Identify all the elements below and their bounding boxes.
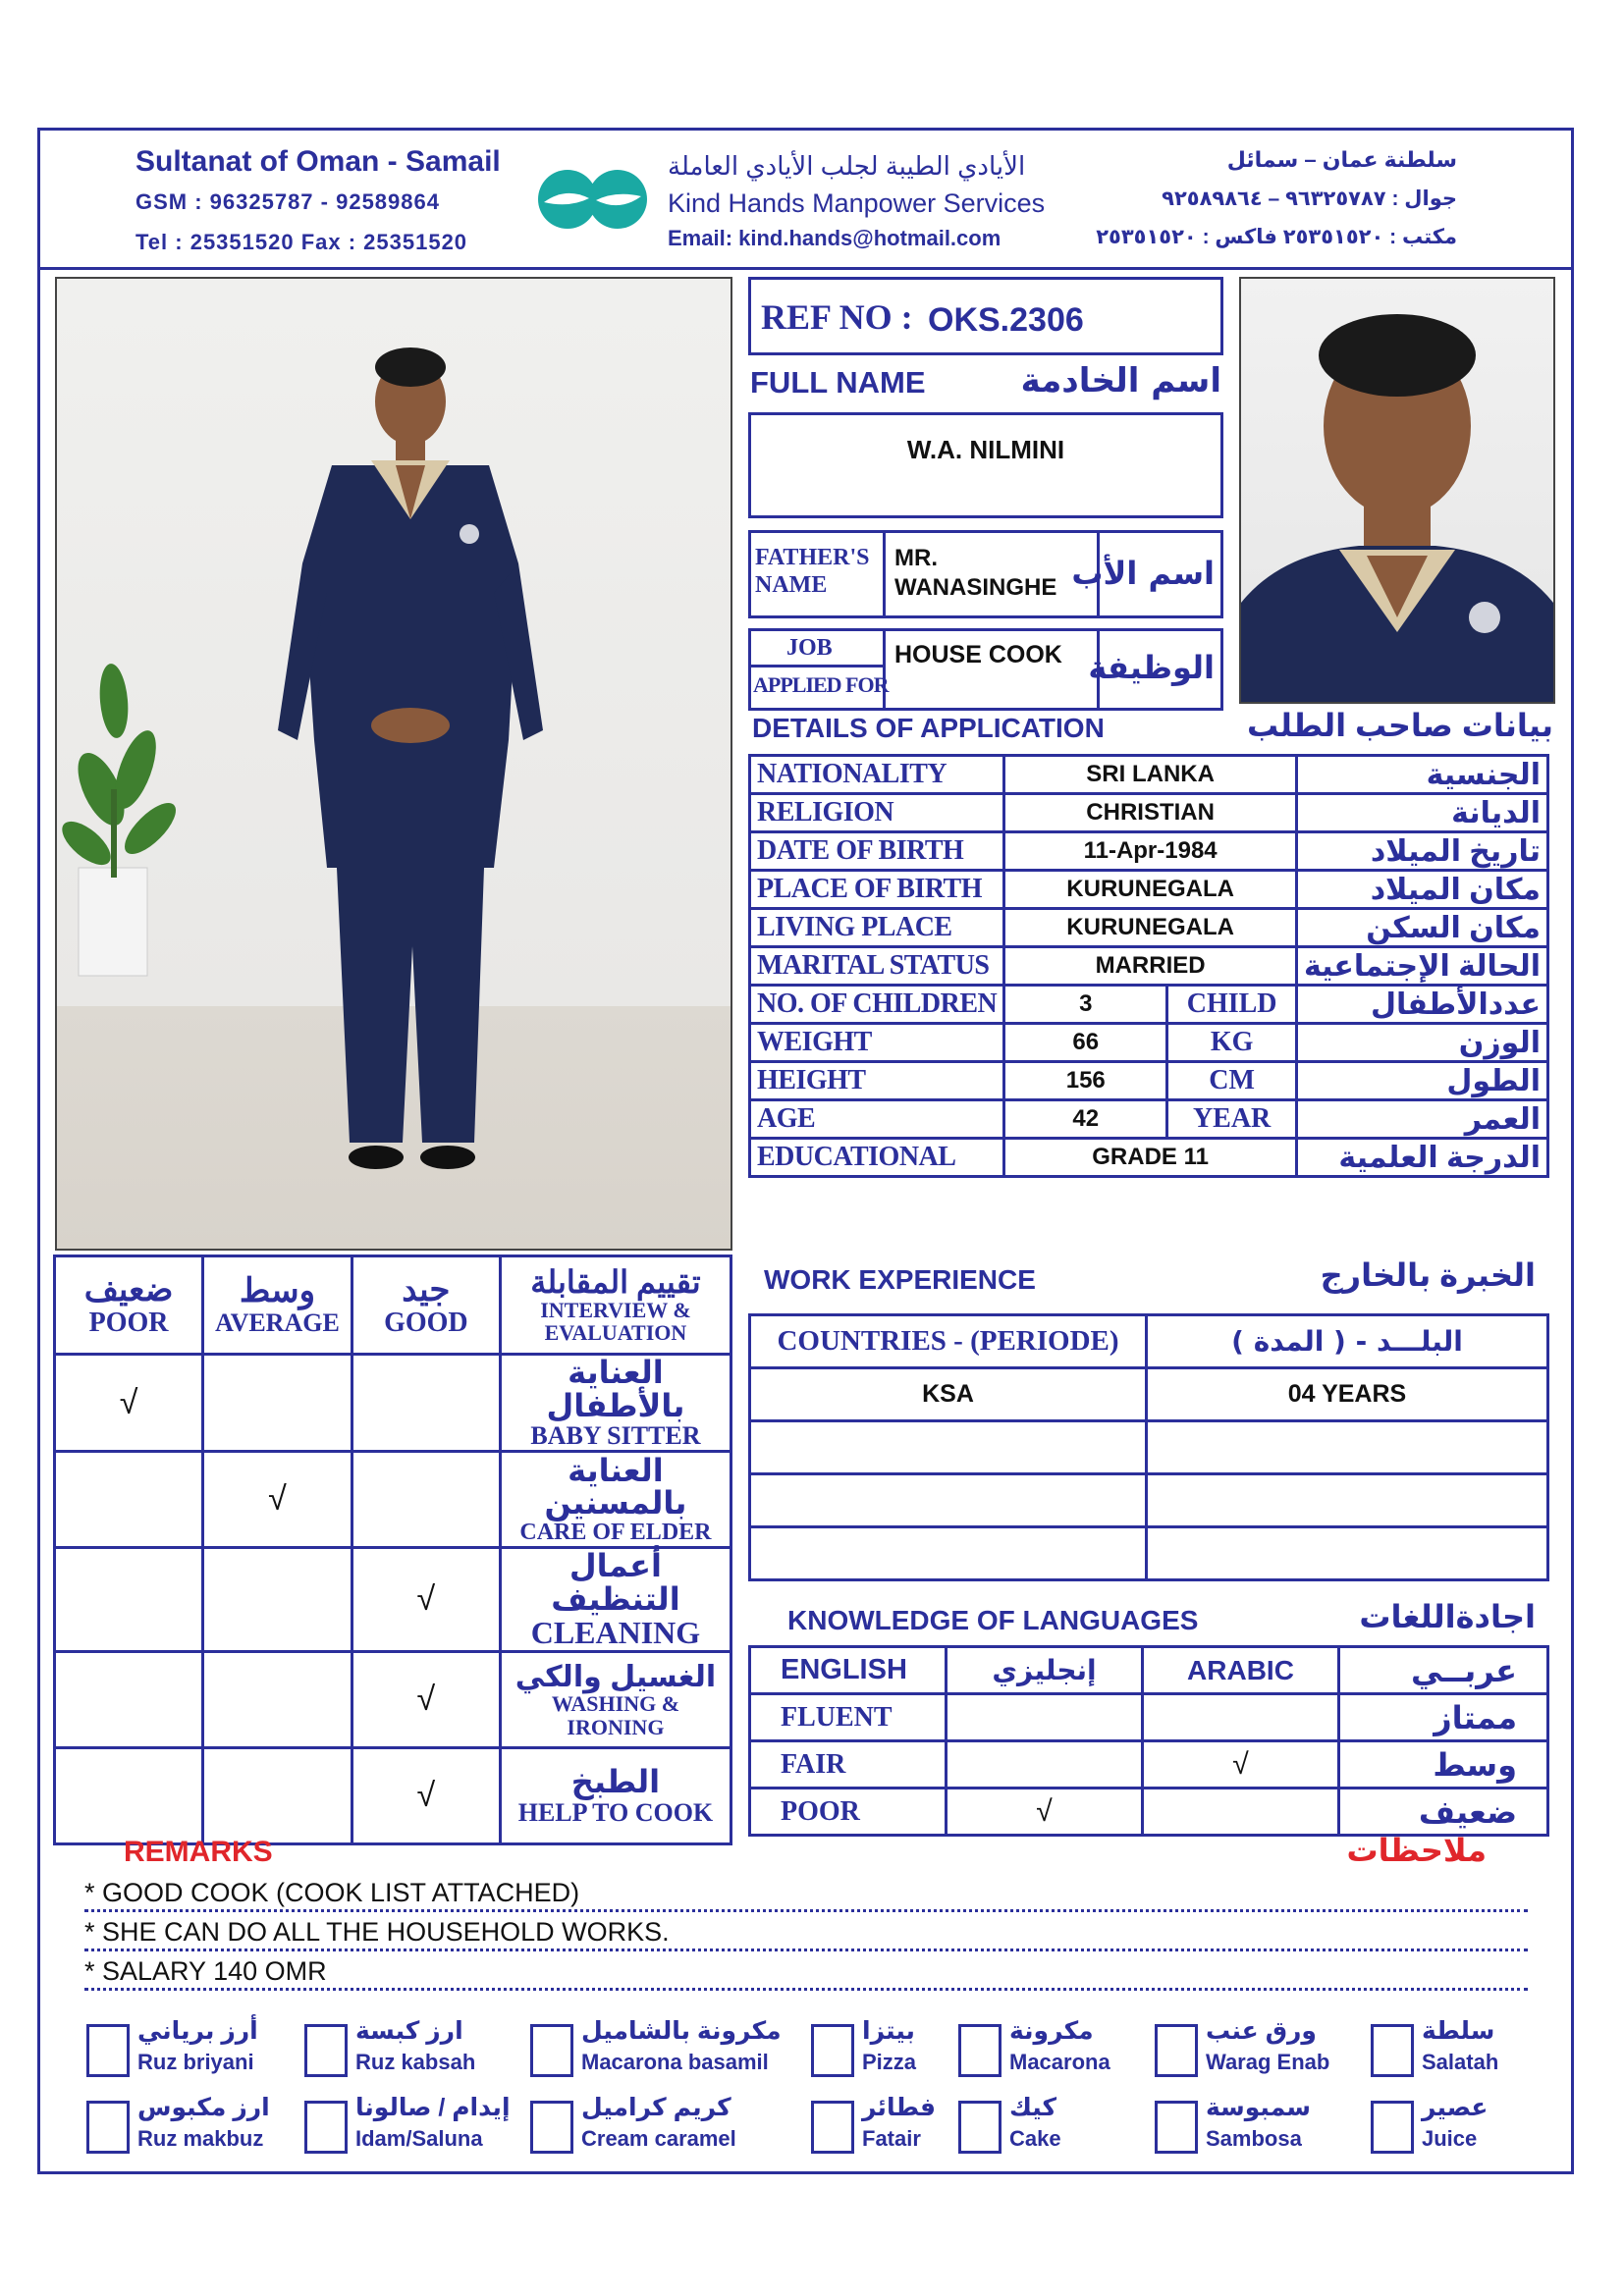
details-row	[750, 1100, 1548, 1139]
details-title: DETAILS OF APPLICATION	[752, 713, 1105, 743]
details-label-ar: الحالة الإجتماعية	[1296, 947, 1547, 986]
work-row	[750, 1421, 1548, 1474]
skill-row	[55, 1452, 731, 1548]
col-poor-en: POOR	[88, 1307, 169, 1338]
remark-line: * SHE CAN DO ALL THE HOUSEHOLD WORKS.	[84, 1912, 1528, 1951]
work-table	[748, 1313, 1549, 1581]
details-label: RELIGION	[750, 794, 1004, 832]
work-period: 04 YEARS	[1147, 1368, 1548, 1421]
skill-poor-mark	[55, 1548, 203, 1652]
languages-title-ar: اجادةاللغات	[1359, 1599, 1536, 1634]
col-evaluation-en: INTERVIEW & EVALUATION	[540, 1298, 691, 1346]
details-row	[750, 1139, 1548, 1177]
father-divider-1	[883, 533, 886, 615]
full-body-figure	[57, 279, 731, 1249]
details-value: CHRISTIAN	[1004, 794, 1297, 832]
lang-level-ar: وسط	[1339, 1741, 1548, 1789]
col-poor	[55, 1256, 203, 1355]
skill-name	[500, 1452, 731, 1548]
food-checkbox[interactable]	[811, 2024, 854, 2077]
remark-line: * GOOD COOK (COOK LIST ATTACHED)	[84, 1873, 1528, 1912]
details-label: PLACE OF BIRTH	[750, 871, 1004, 909]
food-checkbox[interactable]	[530, 2024, 573, 2077]
father-value-l2: WANASINGHE	[894, 574, 1057, 601]
language-row	[750, 1789, 1548, 1836]
kind-hands-logo	[526, 165, 659, 234]
food-checkbox[interactable]	[1155, 2024, 1198, 2077]
details-label: LIVING PLACE	[750, 909, 1004, 947]
ref-value: OKS.2306	[928, 301, 1084, 339]
languages-header-row	[750, 1647, 1548, 1694]
food-checkbox[interactable]	[811, 2101, 854, 2154]
food-name-ar: مكرونة بالشاميل	[581, 2017, 782, 2045]
father-label-l1: FATHER'S	[755, 545, 870, 570]
col-good-ar: جيد	[402, 1271, 451, 1308]
skill-poor-mark	[55, 1652, 203, 1748]
food-name-ar: إيدام / صالونا	[355, 2094, 511, 2121]
full-name-box	[748, 412, 1223, 518]
details-unit: CM	[1167, 1062, 1297, 1100]
food-checkbox[interactable]	[1371, 2024, 1414, 2077]
details-row	[750, 986, 1548, 1024]
food-checkbox[interactable]	[304, 2024, 348, 2077]
header-gsm-ar: جوال : ٩٦٣٢٥٧٨٧ – ٩٢٥٨٩٨٦٤	[1162, 187, 1457, 210]
food-checkbox[interactable]	[958, 2024, 1001, 2077]
job-label-l1: JOB	[786, 635, 833, 661]
lang-arabic: ARABIC	[1143, 1647, 1339, 1694]
col-average-ar: وسط	[239, 1273, 316, 1309]
company-name-en: Kind Hands Manpower Services	[668, 188, 1046, 218]
lang-level-ar: ضعيف	[1339, 1789, 1548, 1836]
full-name-value: W.A. NILMINI	[906, 435, 1065, 464]
food-name-ar: بيتزا	[862, 2017, 915, 2045]
skill-name	[500, 1355, 731, 1452]
lang-arabic-ar: عربــي	[1339, 1647, 1548, 1694]
work-row	[750, 1527, 1548, 1580]
skill-name-ar: أعمال التنظيف	[551, 1548, 680, 1618]
food-name-ar: ارز كبسة	[355, 2017, 463, 2045]
details-label-ar: الطول	[1296, 1062, 1547, 1100]
details-value: 11-Apr-1984	[1004, 832, 1297, 871]
job-label-divider	[751, 665, 883, 667]
work-row	[750, 1474, 1548, 1527]
work-title: WORK EXPERIENCE	[764, 1264, 1036, 1295]
skill-name-en: BABY SITTER	[530, 1421, 701, 1451]
lang-arabic-mark	[1143, 1789, 1339, 1836]
lang-arabic-mark: √	[1143, 1741, 1339, 1789]
details-label-ar: مكان السكن	[1296, 909, 1547, 947]
company-name-ar: الأيادي الطيبة لجلب الأيادي العاملة	[668, 151, 1026, 181]
header-divider	[37, 267, 1574, 270]
skill-good-mark: √	[352, 1548, 500, 1652]
food-name-ar: أرز برياني	[137, 2017, 258, 2045]
details-row	[750, 947, 1548, 986]
food-checkbox[interactable]	[304, 2101, 348, 2154]
work-country	[750, 1474, 1147, 1527]
food-name-en: Macarona basamil	[581, 2050, 769, 2074]
food-name-ar: كيك	[1009, 2094, 1057, 2121]
lang-english-mark	[947, 1741, 1143, 1789]
skill-poor-mark: √	[55, 1355, 203, 1452]
work-col-ar: البلـــد - ( المدة )	[1147, 1315, 1548, 1368]
father-label-l2: NAME	[755, 572, 828, 598]
details-unit: KG	[1167, 1024, 1297, 1062]
work-title-ar: الخبرة بالخارج	[1320, 1257, 1536, 1293]
food-checkbox[interactable]	[86, 2024, 130, 2077]
work-header-row	[750, 1315, 1548, 1368]
remark-line: * SALARY 140 OMR	[84, 1951, 1528, 1991]
skill-poor-mark	[55, 1452, 203, 1548]
skills-header-row	[55, 1256, 731, 1355]
skill-poor-mark	[55, 1748, 203, 1844]
job-label-ar: الوظيفة	[1088, 649, 1215, 686]
food-name-en: Idam/Saluna	[355, 2126, 483, 2151]
ref-label: REF NO :	[761, 297, 913, 337]
header-location-en: Sultanat of Oman - Samail	[135, 145, 501, 178]
languages-table	[748, 1645, 1549, 1837]
col-average-en: AVERAGE	[215, 1308, 340, 1337]
col-good	[352, 1256, 500, 1355]
work-period	[1147, 1527, 1548, 1580]
skills-table	[53, 1255, 732, 1845]
header-location-ar: سلطنة عمان – سمائل	[1226, 147, 1457, 172]
details-label: NO. OF CHILDREN	[750, 986, 1004, 1024]
food-checkbox[interactable]	[958, 2101, 1001, 2154]
skill-average-mark	[203, 1355, 352, 1452]
lang-level: POOR	[750, 1789, 947, 1836]
col-poor-ar: ضعيف	[83, 1271, 174, 1308]
food-name-en: Juice	[1422, 2126, 1478, 2151]
details-label: DATE OF BIRTH	[750, 832, 1004, 871]
work-row	[750, 1368, 1548, 1421]
skill-good-mark	[352, 1355, 500, 1452]
details-value: SRI LANKA	[1004, 756, 1297, 794]
work-country	[750, 1527, 1147, 1580]
skill-name-ar: الغسيل والكي	[514, 1660, 717, 1693]
language-row	[750, 1694, 1548, 1741]
col-average	[203, 1256, 352, 1355]
details-value: 156	[1004, 1062, 1167, 1100]
details-row	[750, 1024, 1548, 1062]
details-value: GRADE 11	[1004, 1139, 1297, 1177]
details-unit: YEAR	[1167, 1100, 1297, 1139]
details-label: WEIGHT	[750, 1024, 1004, 1062]
details-label: MARITAL STATUS	[750, 947, 1004, 986]
food-name-ar: سمبوسة	[1206, 2094, 1311, 2121]
skill-name	[500, 1652, 731, 1748]
details-label-ar: الوزن	[1296, 1024, 1547, 1062]
food-name-en: Fatair	[862, 2126, 921, 2151]
father-label-ar: اسم الأب	[1071, 555, 1215, 592]
lang-english-ar: إنجليزي	[947, 1647, 1143, 1694]
skill-average-mark	[203, 1548, 352, 1652]
food-name-ar: فطائر	[862, 2094, 937, 2121]
details-label-ar: تاريخ الميلاد	[1296, 832, 1547, 871]
details-row	[750, 832, 1548, 871]
details-label: NATIONALITY	[750, 756, 1004, 794]
skill-average-mark: √	[203, 1452, 352, 1548]
food-checkbox[interactable]	[530, 2101, 573, 2154]
food-name-ar: ورق عنب	[1206, 2017, 1317, 2045]
father-value-l1: MR.	[894, 545, 938, 571]
full-body-photo	[55, 277, 732, 1251]
details-value: KURUNEGALA	[1004, 909, 1297, 947]
skill-name	[500, 1548, 731, 1652]
work-period	[1147, 1474, 1548, 1527]
food-name-en: Sambosa	[1206, 2126, 1302, 2151]
details-value: KURUNEGALA	[1004, 871, 1297, 909]
details-row	[750, 794, 1548, 832]
food-name-ar: مكرونة	[1009, 2017, 1094, 2045]
lang-arabic-mark	[1143, 1694, 1339, 1741]
father-name-box	[748, 530, 1223, 618]
skill-row	[55, 1652, 731, 1748]
food-name-ar: عصير	[1422, 2094, 1489, 2121]
company-email: Email: kind.hands@hotmail.com	[668, 226, 1001, 250]
skill-average-mark	[203, 1748, 352, 1844]
lang-level: FAIR	[750, 1741, 947, 1789]
details-row	[750, 1062, 1548, 1100]
header-tel-en: Tel : 25351520 Fax : 25351520	[135, 230, 468, 254]
food-name-en: Pizza	[862, 2050, 917, 2074]
food-name-ar: كريم كراميل	[581, 2094, 731, 2121]
food-name-en: Salatah	[1422, 2050, 1499, 2074]
skill-name-en: CARE OF ELDER	[519, 1519, 712, 1545]
lang-english-mark: √	[947, 1789, 1143, 1836]
remarks-label-ar: ملاحظات	[1346, 1833, 1487, 1868]
food-name-ar: ارز مكبوس	[137, 2094, 270, 2121]
language-row	[750, 1741, 1548, 1789]
skill-name	[500, 1748, 731, 1844]
skill-average-mark	[203, 1652, 352, 1748]
ref-box	[748, 277, 1223, 355]
details-label-ar: الدرجة العلمية	[1296, 1139, 1547, 1177]
remarks-label: REMARKS	[124, 1836, 273, 1868]
job-label-l2: APPLIED FOR	[753, 672, 889, 697]
lang-english: ENGLISH	[750, 1647, 947, 1694]
food-name-en: Macarona	[1009, 2050, 1110, 2074]
skill-row	[55, 1548, 731, 1652]
food-name-en: Warag Enab	[1206, 2050, 1330, 2074]
skill-row	[55, 1748, 731, 1844]
skill-name-en: WASHING & IRONING	[551, 1691, 680, 1739]
full-name-label-ar: اسم الخادمة	[1020, 361, 1221, 400]
skill-name-ar: العناية بالأطفال	[546, 1355, 685, 1423]
food-checkbox[interactable]	[1371, 2101, 1414, 2154]
header-tel-ar: مكتب : ٢٥٣٥١٥٢٠ فاكس : ٢٥٣٥١٥٢٠	[1096, 226, 1457, 248]
header-gsm-en: GSM : 96325787 - 92589864	[135, 189, 440, 214]
food-checkbox[interactable]	[1155, 2101, 1198, 2154]
portrait-figure	[1241, 279, 1553, 702]
col-good-en: GOOD	[384, 1307, 468, 1338]
details-label: AGE	[750, 1100, 1004, 1139]
details-label-ar: الجنسية	[1296, 756, 1547, 794]
skill-name-ar: الطبخ	[570, 1764, 661, 1800]
details-label-ar: مكان الميلاد	[1296, 871, 1547, 909]
details-title-ar: بيانات صاحب الطلب	[1246, 708, 1553, 743]
details-table	[748, 754, 1549, 1178]
languages-title: KNOWLEDGE OF LANGUAGES	[787, 1605, 1199, 1635]
skill-good-mark: √	[352, 1748, 500, 1844]
details-label: HEIGHT	[750, 1062, 1004, 1100]
details-value: 66	[1004, 1024, 1167, 1062]
details-row	[750, 871, 1548, 909]
portrait-photo	[1239, 277, 1555, 704]
work-country: KSA	[750, 1368, 1147, 1421]
skill-good-mark	[352, 1452, 500, 1548]
lang-level: FLUENT	[750, 1694, 947, 1741]
job-value: HOUSE COOK	[894, 641, 1062, 668]
skill-name-en: CLEANING	[530, 1614, 701, 1650]
details-label-ar: العمر	[1296, 1100, 1547, 1139]
food-name-en: Ruz makbuz	[137, 2126, 264, 2151]
food-name-ar: سلطة	[1422, 2017, 1495, 2045]
skill-good-mark: √	[352, 1652, 500, 1748]
details-unit: CHILD	[1167, 986, 1297, 1024]
col-evaluation	[500, 1256, 731, 1355]
food-name-en: Ruz briyani	[137, 2050, 254, 2074]
full-name-label: FULL NAME	[750, 365, 926, 400]
skill-name-en: HELP TO COOK	[517, 1797, 714, 1827]
job-box	[748, 628, 1223, 711]
col-evaluation-ar: تقييم المقابلة	[530, 1263, 701, 1300]
details-label: EDUCATIONAL	[750, 1139, 1004, 1177]
lang-english-mark	[947, 1694, 1143, 1741]
details-value: 42	[1004, 1100, 1167, 1139]
skill-name-ar: العناية بالمسنين	[544, 1452, 687, 1522]
work-country	[750, 1421, 1147, 1474]
details-value: MARRIED	[1004, 947, 1297, 986]
food-name-en: Cake	[1009, 2126, 1061, 2151]
work-col-countries: COUNTRIES - (PERIODE)	[750, 1315, 1147, 1368]
details-label-ar: عددالأطفال	[1296, 986, 1547, 1024]
details-label-ar: الديانة	[1296, 794, 1547, 832]
food-name-en: Cream caramel	[581, 2126, 736, 2151]
food-name-en: Ruz kabsah	[355, 2050, 476, 2074]
food-checkbox[interactable]	[86, 2101, 130, 2154]
details-value: 3	[1004, 986, 1167, 1024]
lang-level-ar: ممتاز	[1339, 1694, 1548, 1741]
work-period	[1147, 1421, 1548, 1474]
details-row	[750, 756, 1548, 794]
details-row	[750, 909, 1548, 947]
skill-row	[55, 1355, 731, 1452]
